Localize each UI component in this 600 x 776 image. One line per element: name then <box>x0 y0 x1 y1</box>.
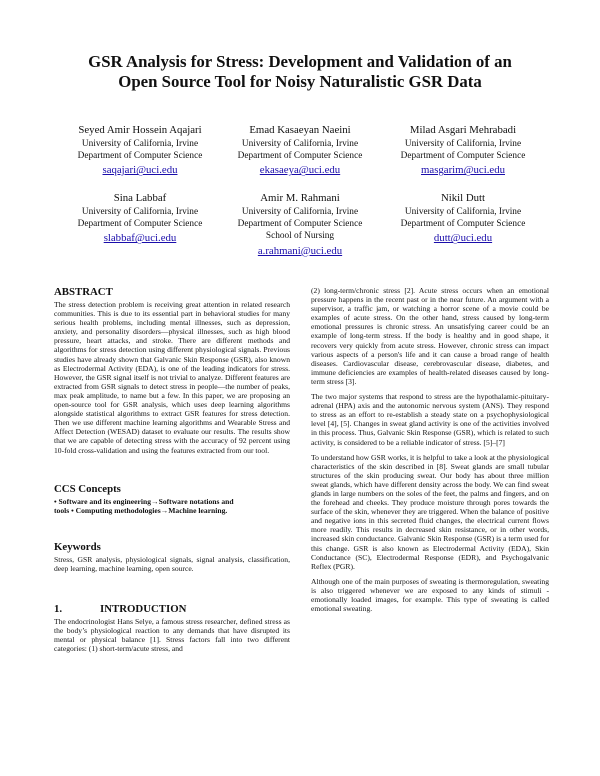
paragraph: The two major systems that respond to stress are the hypothalamic-pituitary-adrenal (HPA) axis and the autonomic nervous system (ANS). They respond to stress as an effort to re-establish a steady state on a psychophysiological level [4], [5]. Changes in sweat gland activity is one of the activities involved in this process. Thus, Galvanic Skin Response (GSR), which is related to such activity, is considered to be a reliable indicator of stress. [5]–[7] <box>311 392 549 447</box>
author-block <box>373 123 553 178</box>
author-name: Amir M. Rahmani <box>260 192 340 204</box>
section-title: INTRODUCTION <box>100 602 187 615</box>
author-name: Milad Asgari Mehrabadi <box>409 124 517 136</box>
ccs-line-1: • Software and its engineering→Software notations and <box>54 496 234 506</box>
author-block <box>50 191 230 246</box>
author-affiliation: University of California, Irvine <box>241 207 359 217</box>
introduction-heading <box>54 603 290 616</box>
ccs-line-2: tools • Computing methodologies→Machine learning. <box>54 505 228 515</box>
author-name: Emad Kasaeyan Naeini <box>249 124 351 136</box>
author-department: Department of Computer Science <box>237 151 363 162</box>
author-block <box>373 191 553 246</box>
author-affiliation: University of California, Irvine <box>81 139 199 149</box>
author-department: Department of Computer Science <box>400 219 526 230</box>
author-name: Nikil Dutt <box>440 192 486 204</box>
author-department: Department of Computer Science <box>237 219 363 230</box>
ccs-heading: CCS Concepts <box>54 482 121 495</box>
keywords-heading: Keywords <box>54 540 101 553</box>
author-block <box>210 191 390 258</box>
right-column <box>311 286 549 619</box>
author-email-link[interactable]: saqajari@uci.edu <box>102 164 178 177</box>
author-affiliation: University of California, Irvine <box>81 207 199 217</box>
author-department: Department of Computer Science <box>77 219 203 230</box>
abstract-text: The stress detection problem is receiving great attention in related research communities. This is due to its essential part in behavioral studies for many serious health problems, including mental illnesses, such as depression, anxiety, and personality disorders—physical illnesses, such as high blood pressure, heart attacks, and stroke. There are different methods and algorithms for stress detection using different physiological signals. Previous studies have already shown that Galvanic Skin Response (GSR), also known as Electrodermal Activity (EDA), is one of the leading indicators for stress. However, the GSR signal itself is not trivial to analyze. Different features are extracted from GSR signals to detect stress in people—the number of peaks, max peak amplitude, to name but a few. In this paper, we are proposing an open-source tool for GSR analysis, which uses deep learning algorithms alongside statistical algorithms to extract GSR features for stress detection. Then we use different machine learning algorithms and Wearable Stress and Affect Detection (WESAD) dataset to evaluate our results. The results show that we are capable of detecting stress with the accuracy of 92 percent using 10-fold cross-validation and using the features extracted from our tool. <box>54 300 290 455</box>
paragraph: (2) long-term/chronic stress [2]. Acute stress occurs when an emotional pressure happens in the recent past or in the near future. An argument with a supervisor, a traffic jam, or watching a horror scene of a movie could be examples of acute stress. On the other hand, stress caused by long-term emotional pressures is chronic stress. An unsatisfying career could be an example of long-term stress. If the body is healthy and in good shape, it recovers very quickly from acute stress. However, chronic stress can impact various aspects of a person's life and it can cause a broad range of health diseases. Cardiovascular disease, cerebrovascular disease, diabetes, and immune deficiencies are examples of health-related diseases caused by long-term stress [3]. <box>311 286 549 386</box>
keywords-text: Stress, GSR analysis, physiological signals, signal analysis, classification, deep learning, machine learning, open source. <box>54 554 290 573</box>
author-affiliation: University of California, Irvine <box>404 139 522 149</box>
abstract-heading: ABSTRACT <box>54 286 113 298</box>
author-department: Department of Computer Science <box>400 151 526 162</box>
author-email-link[interactable]: a.rahmani@uci.edu <box>257 244 343 257</box>
author-affiliation: University of California, Irvine <box>404 207 522 217</box>
author-email-link[interactable]: slabbaf@uci.edu <box>103 232 177 245</box>
paper-title <box>40 52 560 92</box>
author-affiliation: University of California, Irvine <box>241 139 359 149</box>
author-department: Department of Computer Science <box>77 151 203 162</box>
paragraph: Although one of the main purposes of sweating is thermoregulation, sweating is also triggered whenever we are exposed to any kinds of stimuli - emotionally loaded images, for example. This type of sweating is called emotional sweating. <box>311 576 549 614</box>
author-name: Seyed Amir Hossein Aqajari <box>78 124 202 136</box>
title-line-2: Open Source Tool for Noisy Naturalistic GSR Data <box>118 72 482 91</box>
author-school: School of Nursing <box>265 231 335 242</box>
section-number: 1. <box>54 602 63 615</box>
left-column <box>54 286 290 659</box>
author-email-link[interactable]: dutt@uci.edu <box>433 232 493 245</box>
author-email-link[interactable]: masgarim@uci.edu <box>421 164 505 177</box>
paragraph: To understand how GSR works, it is helpful to take a look at the physiological characteristics of the skin described in [8]. Sweat glands are small tubular structures of the skin producing sweat. Our body has about three million sweat glands, which have different density across the body. We can find sweat glands in large numbers on the soles of the feet, the palms and fingers, and on the forehead and cheeks. They produce moisture through pores towards the surface of the skin, whenever they are triggered. When the balance of positive and negative ions in this secreted fluid changes, the electrical current flows more readily. This results in decreased skin resistance, or in other words, increased skin conductance. Galvanic Skin Response (GSR) is a term used for this change. GSR is also known as Electrodermal Activity (EDA), Skin Conductance (SC), Electrodermal Response (EDR), and Psychogalvanic Reflex (PGR). <box>311 452 550 571</box>
author-name: Sina Labbaf <box>113 192 167 204</box>
author-block <box>210 123 390 178</box>
author-email-link[interactable]: ekasaeya@uci.edu <box>259 164 341 177</box>
title-line-1: GSR Analysis for Stress: Development and Validation of an <box>88 52 512 71</box>
author-block <box>50 123 230 178</box>
introduction-text: The endocrinologist Hans Selye, a famous stress researcher, defined stress as the body’s physiological reaction to any demands that have disrupted its mental or physical balance [1]. Stress factors fall into two different categories: (1) short-term/acute stress, and <box>54 616 290 654</box>
